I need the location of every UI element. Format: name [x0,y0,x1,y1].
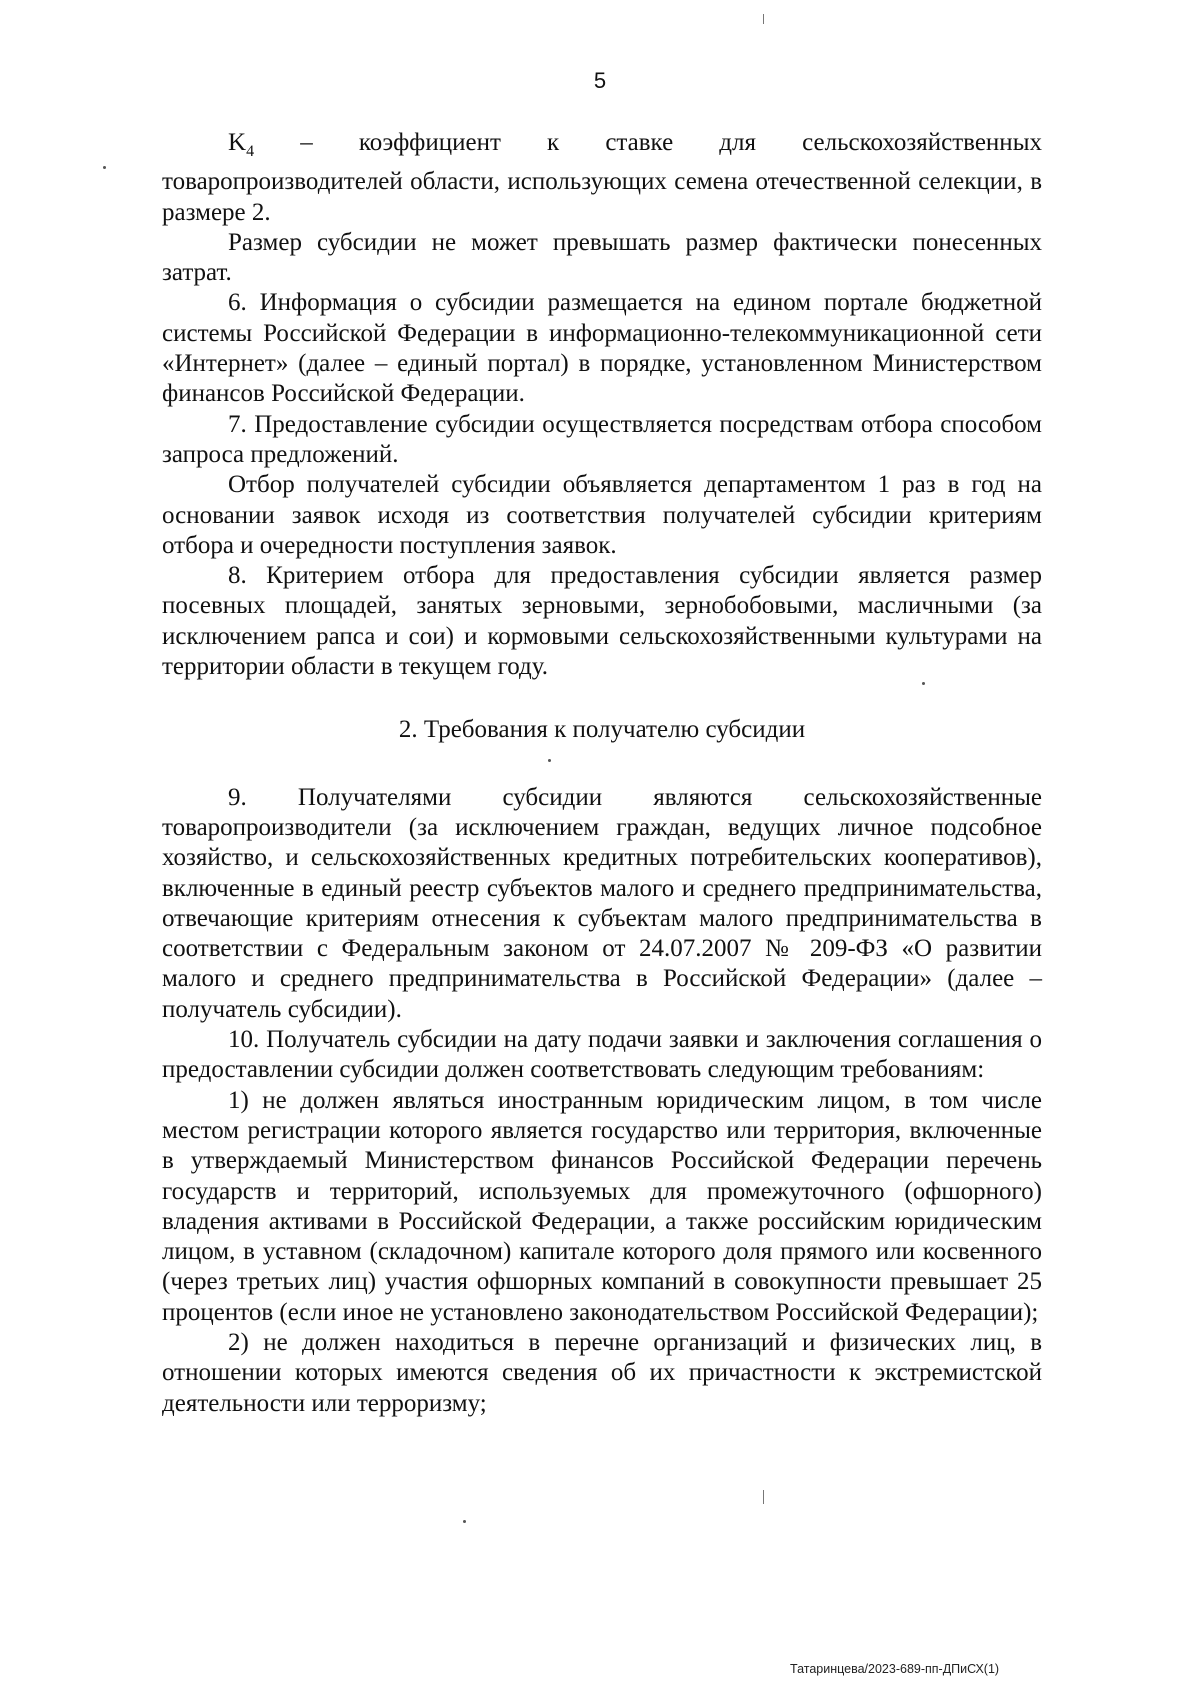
paragraph-item-7: 7. Предоставление субсидии осуществляется посредствам отбора способом запроса предложений. [162,410,1042,468]
paragraph-item-9: 9. Получателями субсидии являются сельскохозяйственные товаропроизводители (за исключением граждан, ведущих личное подсобное хозяйство, и сельскохозяйственных кредитных потребительских кооперативов), включенные в единый реестр субъектов малого и среднего предпринимательства, отвечающие критериям отнесения к субъектам малого предпринимательства в соответствии с Федеральным законом от 24.07.2007 № 209-ФЗ «О развитии малого и среднего предпринимательства в Российской Федерации» (далее – получатель субсидии). [162,783,1042,1023]
coefficient-definition: – коэффициент к ставке для сельскохозяйственных товаропроизводителей области, использующих семена отечественной селекции, в размере 2. [162,129,1042,226]
scan-speck [548,759,551,762]
document-body [162,128,1042,1419]
paragraph-k4-coefficient [162,128,1042,228]
document-footer-code: Татаринцева/2023-689-пп-ДПиСХ(1) [790,1662,1000,1676]
coefficient-subscript: 4 [246,143,255,160]
page-number: 5 [593,68,607,93]
paragraph-requirement-1: 1) не должен являться иностранным юридическим лицом, в том числе местом регистрации которого является государство или территория, включенные в утверждаемый Министерством финансов Российской Федерации перечень государств и территорий, используемых для промежуточного (офшорного) владения активами в Российской Федерации, а также российским юридическим лицом, в уставном (складочном) капитале которого доля прямого или косвенного (через третьих лиц) участия офшорных компаний в совокупности превышает 25 процентов (если иное не установлено законодательством Российской Федерации); [162,1086,1042,1326]
scan-speck [463,1520,466,1523]
paragraph-item-10: 10. Получатель субсидии на дату подачи заявки и заключения соглашения о предоставлении субсидии должен соответствовать следующим требованиям: [162,1026,1042,1084]
paragraph-item-8: 8. Критерием отбора для предоставления субсидии является размер посевных площадей, занятых зерновыми, зернобобовыми, масличными (за исключением рапса и сои) и кормовыми сельскохозяйственными культурами на территории области в текущем году. [162,562,1042,681]
paragraph-selection-announcement: Отбор получателей субсидии объявляется департаментом 1 раз в год на основании заявок исходя из соответствия получателей субсидии критериям отбора и очередности поступления заявок. [162,471,1042,559]
scan-mark [763,14,764,24]
paragraph-subsidy-limit: Размер субсидии не может превышать размер фактически понесенных затрат. [162,228,1042,287]
paragraph-requirement-2: 2) не должен находиться в перечне организаций и физических лиц, в отношении которых имеются сведения об их причастности к экстремистской деятельности или терроризму; [162,1328,1042,1417]
scan-mark [763,1490,764,1504]
scan-speck [922,682,925,685]
paragraph-item-6: 6. Информация о субсидии размещается на едином портале бюджетной системы Российской Федерации в информационно-телекоммуникационной сети «Интернет» (далее – единый портал) в порядке, установленном Министерством финансов Российской Федерации. [162,289,1042,408]
coefficient-symbol: K [228,129,247,156]
section-heading: 2. Требования к получателю субсидии [398,716,806,744]
scan-speck [103,166,106,169]
